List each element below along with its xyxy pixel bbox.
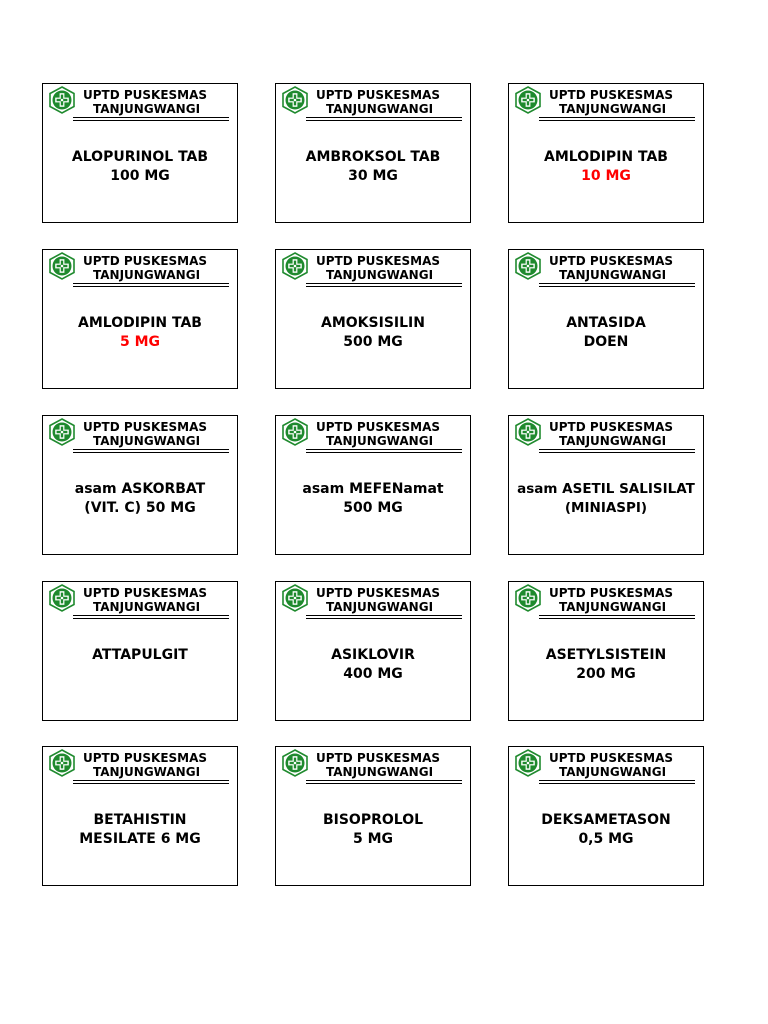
drug-name-line1: AMLODIPIN TAB [78,315,202,331]
drug-dose: 10 MG [581,168,631,184]
puskesmas-logo-icon [48,252,76,280]
header-divider [539,120,695,121]
drug-label [42,249,238,389]
drug-name [509,314,703,352]
header-line1: UPTD PUSKESMAS [316,586,441,600]
header-divider [306,120,462,121]
drug-dose: 5 MG [119,334,161,350]
drug-dose: (MINIASPI) [564,500,648,516]
drug-name [43,646,237,665]
header-line1: UPTD PUSKESMAS [316,420,441,434]
puskesmas-logo-icon [48,584,76,612]
drug-label [508,83,704,223]
header-divider [539,780,695,781]
drug-name [509,148,703,186]
drug-label [42,83,238,223]
drug-name-line1: ATTAPULGIT [92,647,188,663]
drug-label [508,249,704,389]
header-divider [73,780,229,781]
header-divider [73,452,229,453]
header-line1: UPTD PUSKESMAS [549,751,674,765]
header-divider [539,286,695,287]
drug-name [43,480,237,518]
label-header [276,582,470,618]
header-line2: TANJUNGWANGI [93,434,201,448]
header-line2: TANJUNGWANGI [93,268,201,282]
header-divider [539,618,695,619]
puskesmas-logo-icon [514,252,542,280]
drug-label [275,249,471,389]
header-line1: UPTD PUSKESMAS [549,586,674,600]
header-line1: UPTD PUSKESMAS [83,88,208,102]
drug-dose: 500 MG [343,500,403,516]
header-divider [306,449,462,450]
drug-label [508,581,704,721]
header-line2: TANJUNGWANGI [559,600,667,614]
drug-dose: (VIT. C) 50 MG [84,500,196,516]
drug-name [276,646,470,684]
header-line2: TANJUNGWANGI [559,268,667,282]
puskesmas-logo-icon [281,252,309,280]
puskesmas-logo-icon [514,86,542,114]
header-line1: UPTD PUSKESMAS [549,88,674,102]
drug-name [276,811,470,849]
label-header [276,250,470,286]
drug-name-line1: AMBROKSOL TAB [305,149,441,165]
label-header [509,582,703,618]
label-header [276,416,470,452]
drug-dose: 400 MG [343,666,403,682]
drug-name-line1: asam ASETIL SALISILAT [517,481,695,497]
drug-dose: 500 MG [343,334,403,350]
drug-label [42,746,238,886]
header-divider [73,618,229,619]
puskesmas-logo-icon [48,418,76,446]
puskesmas-logo-icon [281,584,309,612]
header-line1: UPTD PUSKESMAS [316,88,441,102]
drug-name-line1: ASETYLSISTEIN [545,647,667,663]
drug-name-line1: asam ASKORBAT [74,481,206,497]
header-divider [539,452,695,453]
drug-dose: 200 MG [576,666,636,682]
header-divider [539,783,695,784]
drug-dose: 5 MG [352,831,394,847]
header-divider [73,117,229,118]
header-line1: UPTD PUSKESMAS [83,751,208,765]
drug-name [43,811,237,849]
label-header [509,250,703,286]
header-line2: TANJUNGWANGI [559,765,667,779]
drug-name [43,314,237,352]
header-divider [73,286,229,287]
drug-label [42,415,238,555]
drug-name-line1: ANTASIDA [566,315,646,331]
header-divider [306,283,462,284]
label-header [276,747,470,783]
drug-name-line1: asam MEFENamat [302,481,444,497]
header-divider [306,117,462,118]
header-line1: UPTD PUSKESMAS [549,254,674,268]
drug-name [509,480,703,518]
label-sheet [42,83,706,888]
header-divider [539,449,695,450]
drug-label [275,746,471,886]
header-line1: UPTD PUSKESMAS [316,254,441,268]
drug-dose: 0,5 MG [578,831,634,847]
drug-label [275,581,471,721]
label-header [43,416,237,452]
label-header [43,84,237,120]
drug-dose: MESILATE 6 MG [79,831,201,847]
label-header [43,582,237,618]
puskesmas-logo-icon [281,418,309,446]
label-header [43,250,237,286]
header-line2: TANJUNGWANGI [326,102,434,116]
drug-name-line1: BETAHISTIN [93,812,187,828]
drug-label [275,415,471,555]
drug-dose: 100 MG [110,168,170,184]
drug-dose: 30 MG [348,168,398,184]
drug-label [275,83,471,223]
header-line2: TANJUNGWANGI [326,765,434,779]
drug-name-line1: DEKSAMETASON [541,812,671,828]
header-divider [73,783,229,784]
header-divider [306,783,462,784]
puskesmas-logo-icon [514,749,542,777]
header-line2: TANJUNGWANGI [559,434,667,448]
drug-name [276,314,470,352]
puskesmas-logo-icon [48,86,76,114]
header-divider [539,117,695,118]
header-divider [306,286,462,287]
drug-name-line1: ALOPURINOL TAB [71,149,209,165]
drug-label [508,746,704,886]
label-header [509,84,703,120]
puskesmas-logo-icon [281,86,309,114]
header-line2: TANJUNGWANGI [326,600,434,614]
header-divider [73,449,229,450]
puskesmas-logo-icon [514,584,542,612]
drug-label [42,581,238,721]
header-line1: UPTD PUSKESMAS [549,420,674,434]
header-divider [73,120,229,121]
drug-name [509,811,703,849]
drug-dose: DOEN [583,334,629,350]
drug-name-line1: AMLODIPIN TAB [544,149,668,165]
header-line1: UPTD PUSKESMAS [316,751,441,765]
header-line2: TANJUNGWANGI [93,600,201,614]
header-divider [306,618,462,619]
header-line2: TANJUNGWANGI [326,268,434,282]
drug-name-line1: BISOPROLOL [322,812,424,828]
header-divider [306,780,462,781]
header-line1: UPTD PUSKESMAS [83,254,208,268]
header-line2: TANJUNGWANGI [559,102,667,116]
header-line2: TANJUNGWANGI [93,102,201,116]
header-divider [306,452,462,453]
drug-name [509,646,703,684]
drug-label [508,415,704,555]
header-line1: UPTD PUSKESMAS [83,420,208,434]
header-divider [73,283,229,284]
label-header [276,84,470,120]
puskesmas-logo-icon [48,749,76,777]
drug-name [276,148,470,186]
header-divider [73,615,229,616]
header-divider [539,283,695,284]
drug-name-line1: ASIKLOVIR [331,647,415,663]
header-line2: TANJUNGWANGI [93,765,201,779]
puskesmas-logo-icon [514,418,542,446]
header-line2: TANJUNGWANGI [326,434,434,448]
drug-name-line1: AMOKSISILIN [321,315,425,331]
header-line1: UPTD PUSKESMAS [83,586,208,600]
header-divider [306,615,462,616]
puskesmas-logo-icon [281,749,309,777]
label-header [509,747,703,783]
drug-name [43,148,237,186]
label-header [509,416,703,452]
drug-name [276,480,470,518]
header-divider [539,615,695,616]
label-header [43,747,237,783]
